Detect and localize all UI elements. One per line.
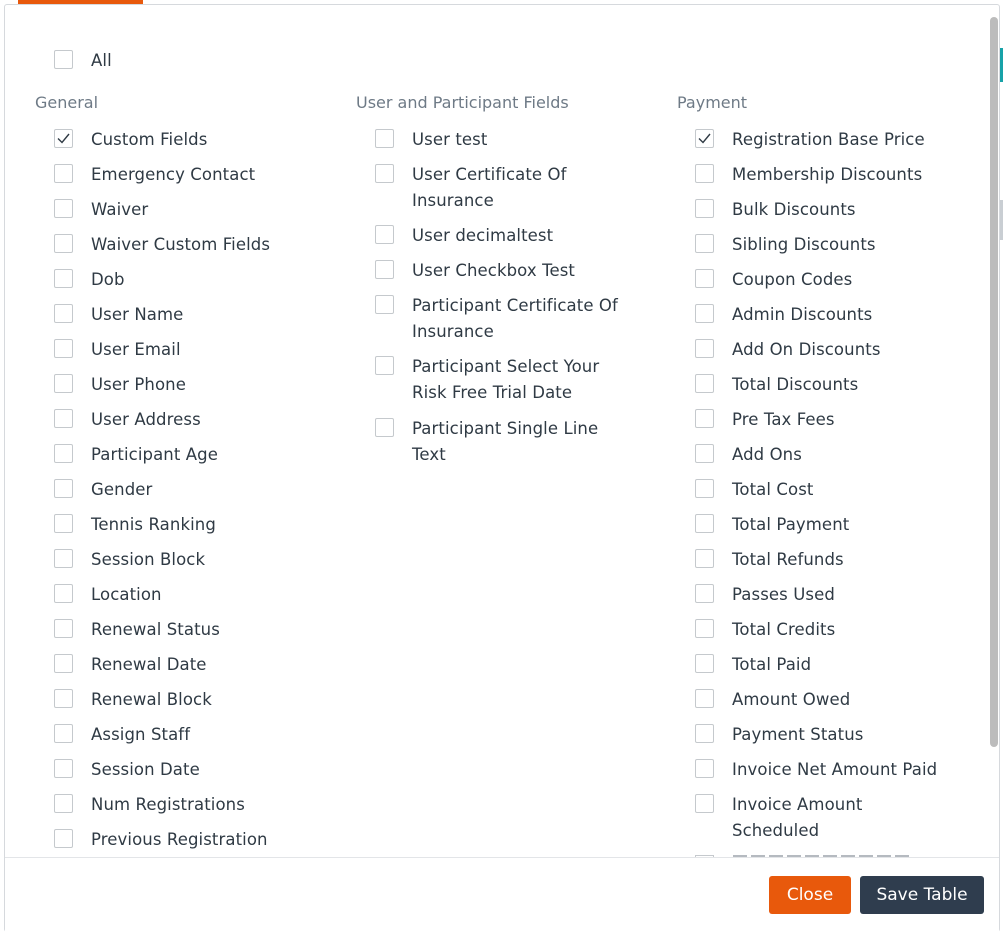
checkbox-label: User Address xyxy=(91,410,201,429)
checkbox-label: Total Discounts xyxy=(732,375,859,394)
checkbox-label: Participant Select Your Risk Free Trial Date xyxy=(412,357,600,402)
checkbox-unchecked[interactable] xyxy=(695,479,714,498)
checkmark-icon xyxy=(56,131,71,146)
checkbox-unchecked[interactable] xyxy=(695,444,714,463)
checkbox-label: Waiver Custom Fields xyxy=(91,235,271,254)
checkbox-unchecked[interactable] xyxy=(54,654,73,673)
checkbox-label: User Name xyxy=(91,305,184,324)
checkbox-label: Passes Used xyxy=(732,585,835,604)
checkbox-unchecked[interactable] xyxy=(54,584,73,603)
checkbox-label: Pre Tax Fees xyxy=(732,410,835,429)
checkbox-unchecked[interactable] xyxy=(54,444,73,463)
column-settings-modal xyxy=(4,4,1000,932)
checkbox-unchecked[interactable] xyxy=(54,199,73,218)
checkbox-unchecked[interactable] xyxy=(54,514,73,533)
section-heading-user-participant: User and Participant Fields xyxy=(356,93,569,112)
checkbox-label: Renewal Date xyxy=(91,655,207,674)
checkbox-label: Assign Staff xyxy=(91,725,191,744)
checkbox-label: Invoice Amount Scheduled xyxy=(732,795,863,840)
checkbox-label: Participant Single Line Text xyxy=(412,419,599,464)
checkbox-unchecked[interactable] xyxy=(54,269,73,288)
checkbox-unchecked[interactable] xyxy=(695,234,714,253)
checkbox-label: Session Block xyxy=(91,550,206,569)
checkbox-unchecked[interactable] xyxy=(695,514,714,533)
checkbox-unchecked[interactable] xyxy=(54,479,73,498)
checkbox-label: User decimaltest xyxy=(412,226,554,245)
modal-scrollbar[interactable] xyxy=(990,13,999,857)
checkbox-unchecked[interactable] xyxy=(375,225,394,244)
checkbox-label: Total Payment xyxy=(732,515,850,534)
checkbox-label: Payment Status xyxy=(732,725,864,744)
checkbox-label: Total Cost xyxy=(732,480,814,499)
checkbox-unchecked[interactable] xyxy=(54,689,73,708)
checkbox-unchecked[interactable] xyxy=(54,234,73,253)
save-table-button[interactable]: Save Table xyxy=(860,876,984,914)
close-button[interactable]: Close xyxy=(769,876,851,914)
checkbox-label: Emergency Contact xyxy=(91,165,256,184)
section-heading-general: General xyxy=(35,93,99,112)
checkbox-checked[interactable] xyxy=(54,129,73,148)
checkbox-label: Dob xyxy=(91,270,125,289)
checkbox-unchecked[interactable] xyxy=(54,829,73,848)
checkbox-label: Waiver xyxy=(91,200,149,219)
checkbox-label: Previous Registration xyxy=(91,830,268,849)
checkbox-unchecked[interactable] xyxy=(54,619,73,638)
checkbox-unchecked[interactable] xyxy=(695,304,714,323)
checkmark-icon xyxy=(697,131,712,146)
checkbox-label: Admin Discounts xyxy=(732,305,873,324)
checkbox-label: Participant Age xyxy=(91,445,218,464)
checkbox-unchecked[interactable] xyxy=(54,724,73,743)
checkbox-label: Total Refunds xyxy=(732,550,844,569)
checkbox-unchecked[interactable] xyxy=(375,164,394,183)
checkbox-unchecked[interactable] xyxy=(695,269,714,288)
checkbox-unchecked[interactable] xyxy=(375,260,394,279)
checkbox-unchecked[interactable] xyxy=(54,339,73,358)
checkbox-label: Renewal Status xyxy=(91,620,220,639)
checkbox-unchecked[interactable] xyxy=(695,199,714,218)
checkbox-unchecked[interactable] xyxy=(695,689,714,708)
checkbox-label: User Checkbox Test xyxy=(412,261,575,280)
checkbox-label: Add Ons xyxy=(732,445,802,464)
checkbox-unchecked[interactable] xyxy=(695,794,714,813)
checkbox-unchecked[interactable] xyxy=(54,164,73,183)
checkbox-unchecked[interactable] xyxy=(54,549,73,568)
checkbox-unchecked[interactable] xyxy=(695,724,714,743)
checkbox-unchecked[interactable] xyxy=(695,759,714,778)
checkbox-unchecked[interactable] xyxy=(54,50,73,69)
checkbox-unchecked[interactable] xyxy=(695,654,714,673)
checkbox-unchecked[interactable] xyxy=(375,295,394,314)
checkbox-unchecked[interactable] xyxy=(695,164,714,183)
modal-body xyxy=(5,5,993,857)
checkbox-unchecked[interactable] xyxy=(54,409,73,428)
checkbox-label: Participant Certificate Of Insurance xyxy=(412,296,618,341)
checkbox-label: Custom Fields xyxy=(91,130,208,149)
checkbox-label: Total Paid xyxy=(732,655,812,674)
checkbox-label: Gender xyxy=(91,480,153,499)
checkbox-unchecked[interactable] xyxy=(375,356,394,375)
checkbox-label: User Certificate Of Insurance xyxy=(412,165,567,210)
checkbox-unchecked[interactable] xyxy=(695,619,714,638)
checkbox-label: Renewal Block xyxy=(91,690,212,709)
checkbox-unchecked[interactable] xyxy=(695,374,714,393)
checkbox-label: Bulk Discounts xyxy=(732,200,856,219)
checkbox-unchecked[interactable] xyxy=(695,549,714,568)
scrollbar-thumb[interactable] xyxy=(990,17,998,747)
checkbox-unchecked[interactable] xyxy=(54,759,73,778)
checkbox-label: Num Registrations xyxy=(91,795,245,814)
checkbox-checked[interactable] xyxy=(695,129,714,148)
checkbox-unchecked[interactable] xyxy=(54,794,73,813)
checkbox-label: Registration Base Price xyxy=(732,130,925,149)
checkbox-unchecked[interactable] xyxy=(695,584,714,603)
modal-footer xyxy=(5,857,999,932)
checkbox-label: User Phone xyxy=(91,375,186,394)
checkbox-label: Location xyxy=(91,585,162,604)
checkbox-label: Coupon Codes xyxy=(732,270,853,289)
checkbox-label: Amount Owed xyxy=(732,690,851,709)
checkbox-label: Sibling Discounts xyxy=(732,235,876,254)
checkbox-unchecked[interactable] xyxy=(375,129,394,148)
section-heading-payment: Payment xyxy=(677,93,748,112)
checkbox-label: User test xyxy=(412,130,488,149)
checkbox-label: Session Date xyxy=(91,760,200,779)
checkbox-label: User Email xyxy=(91,340,181,359)
checkbox-label: Total Credits xyxy=(732,620,836,639)
checkbox-unchecked[interactable] xyxy=(54,374,73,393)
checkbox-label: Add On Discounts xyxy=(732,340,881,359)
checkbox-unchecked[interactable] xyxy=(695,339,714,358)
checkbox-label: All xyxy=(91,51,112,70)
checkbox-label: Tennis Ranking xyxy=(91,515,216,534)
checkbox-unchecked[interactable] xyxy=(375,418,394,437)
checkbox-unchecked[interactable] xyxy=(54,304,73,323)
checkbox-unchecked[interactable] xyxy=(695,409,714,428)
checkbox-label: Invoice Net Amount Paid xyxy=(732,760,938,779)
checkbox-label: Membership Discounts xyxy=(732,165,923,184)
